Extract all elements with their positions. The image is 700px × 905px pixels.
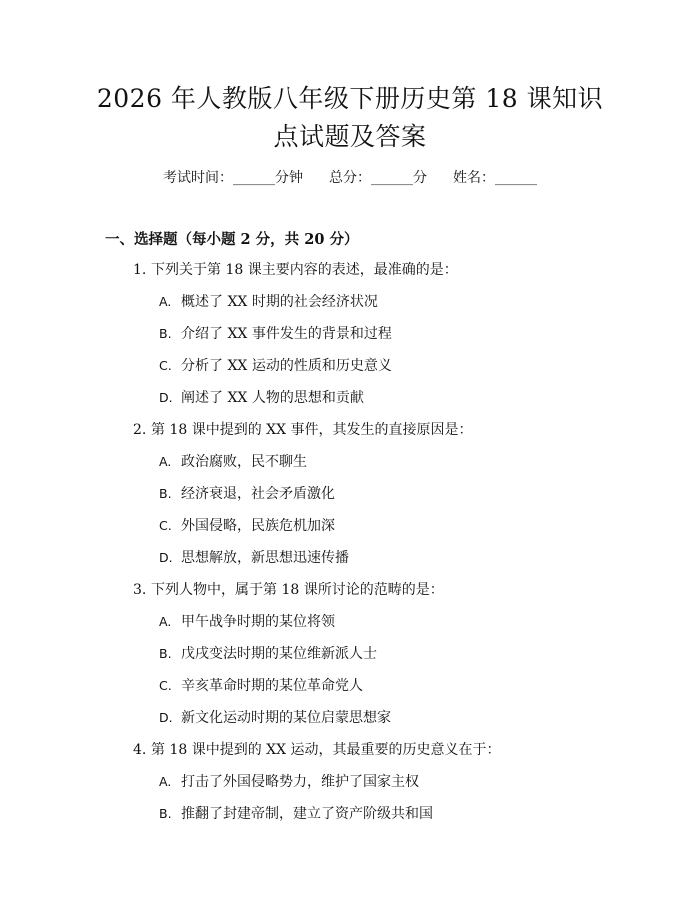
option-letter: D. xyxy=(159,550,173,565)
question-4 xyxy=(133,740,501,760)
exam-info xyxy=(0,168,700,188)
option-text: 介绍了 XX 事件发生的背景和过程 xyxy=(181,326,392,342)
section-heading-multiple-choice: 一、选择题（每小题 2 分，共 20 分） xyxy=(105,231,359,248)
question-number: 2. xyxy=(133,422,147,438)
question-number: 3. xyxy=(133,582,147,598)
total-score-label: 总分：______分 xyxy=(329,170,427,186)
question-4-option-a xyxy=(159,772,419,792)
option-letter: C. xyxy=(159,358,172,373)
question-number: 4. xyxy=(133,742,147,758)
option-text: 推翻了封建帝制，建立了资产阶级共和国 xyxy=(181,806,433,822)
question-3-option-d xyxy=(159,708,391,728)
option-text: 经济衰退，社会矛盾激化 xyxy=(181,486,335,502)
document-title-line-2: 点试题及答案 xyxy=(273,122,427,151)
question-text: 下列人物中，属于第 18 课所讨论的范畴的是： xyxy=(151,582,444,598)
option-letter: B. xyxy=(159,486,172,501)
question-1-option-a xyxy=(159,292,378,312)
option-letter: A. xyxy=(159,454,172,469)
exam-time-label: 考试时间：______分钟 xyxy=(163,170,303,186)
option-letter: A. xyxy=(159,614,172,629)
option-letter: A. xyxy=(159,774,172,789)
question-1-option-d xyxy=(159,388,364,408)
option-letter: A. xyxy=(159,294,172,309)
question-text: 第 18 课中提到的 XX 运动，其最重要的历史意义在于： xyxy=(151,742,501,758)
question-2-option-a xyxy=(159,452,307,472)
question-3-option-b xyxy=(159,644,377,664)
question-2-option-d xyxy=(159,548,349,568)
option-text: 新文化运动时期的某位启蒙思想家 xyxy=(181,710,391,726)
option-letter: C. xyxy=(159,518,172,533)
option-text: 辛亥革命时期的某位革命党人 xyxy=(181,678,363,694)
option-letter: C. xyxy=(159,678,172,693)
option-letter: D. xyxy=(159,710,173,725)
option-text: 分析了 XX 运动的性质和历史意义 xyxy=(181,358,392,374)
question-1-option-b xyxy=(159,324,392,344)
document-title-line-1: 2026 年人教版八年级下册历史第 18 课知识 xyxy=(96,84,604,113)
question-number: 1. xyxy=(133,262,147,278)
option-letter: B. xyxy=(159,646,172,661)
question-3-option-a xyxy=(159,612,335,632)
option-text: 外国侵略，民族危机加深 xyxy=(181,518,335,534)
student-name-label: 姓名：______ xyxy=(453,170,537,186)
question-1-option-c xyxy=(159,356,392,376)
question-3-option-c xyxy=(159,676,363,696)
option-text: 思想解放，新思想迅速传播 xyxy=(181,550,349,566)
option-text: 政治腐败，民不聊生 xyxy=(181,454,307,470)
question-2 xyxy=(133,420,473,440)
option-letter: D. xyxy=(159,390,173,405)
option-text: 概述了 XX 时期的社会经济状况 xyxy=(181,294,378,310)
question-text: 第 18 课中提到的 XX 事件，其发生的直接原因是： xyxy=(151,422,473,438)
option-text: 打击了外国侵略势力，维护了国家主权 xyxy=(181,774,419,790)
question-4-option-b xyxy=(159,804,433,824)
question-3 xyxy=(133,580,444,600)
option-letter: B. xyxy=(159,326,172,341)
option-text: 戊戌变法时期的某位维新派人士 xyxy=(181,646,377,662)
option-letter: B. xyxy=(159,806,172,821)
question-2-option-b xyxy=(159,484,335,504)
question-2-option-c xyxy=(159,516,335,536)
question-text: 下列关于第 18 课主要内容的表述，最准确的是： xyxy=(151,262,458,278)
question-1 xyxy=(133,260,458,280)
option-text: 阐述了 XX 人物的思想和贡献 xyxy=(181,390,364,406)
option-text: 甲午战争时期的某位将领 xyxy=(181,614,335,630)
